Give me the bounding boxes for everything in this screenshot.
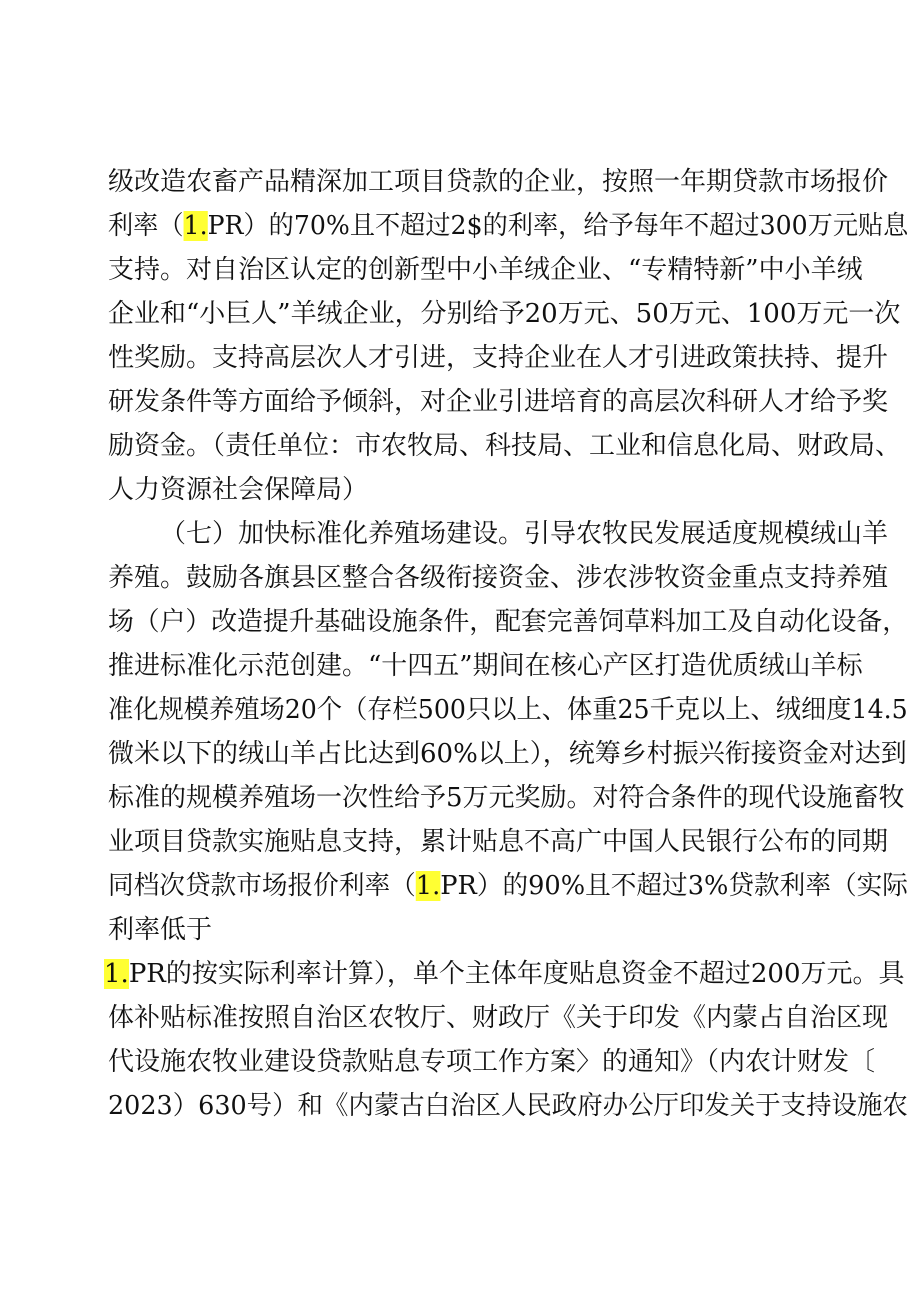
text-line: 推进标准化示范创建。“十四五”期间在核心产区打造优质绒山羊标 xyxy=(108,651,863,681)
text-line: 准化规模养殖场20个（存栏500只以上、体重25千克以上、绒细度14.5 xyxy=(108,695,908,725)
text-line: 级改造农畜产品精深加工项目贷款的企业，按照一年期贷款市场报价 xyxy=(108,167,889,197)
text-line xyxy=(104,955,905,993)
text-line: 励资金。（责任单位：市农牧局、科技局、工业和信息化局、财政局、 xyxy=(108,431,902,461)
text-line: 2023）630号）和《内蒙古白治区人民政府办公厅印发关于支持设施农 xyxy=(108,1091,908,1121)
text-segment: PR）的70%且不超过2$的利率，给予每年不超过300万元贴息 xyxy=(207,211,909,241)
text-line: 代设施农牧业建设贷款贴息专项工作方案〉的通知》（内农计财发〔 xyxy=(108,1047,876,1077)
text-line: 利率低于 xyxy=(108,915,213,945)
text-line: 人力资源社会保障局） xyxy=(108,475,369,505)
highlighted-text: 1. xyxy=(183,211,208,241)
text-line: 养殖。鼓励各旗县区整合各级衔接资金、涉农涉牧资金重点支持养殖 xyxy=(108,563,889,593)
highlighted-text: 1. xyxy=(104,959,129,989)
text-line: 研发条件等方面给予倾斜，对企业引进培育的高层次科研人才给予奖 xyxy=(108,387,889,417)
text-segment: PR的按实际利率计算），单个主体年度贴息资金不超过200万元。具 xyxy=(128,959,905,989)
text-line: 支持。对自治区认定的创新型中小羊绒企业、“专精特新”中小羊绒 xyxy=(108,255,863,285)
text-segment: 同档次贷款市场报价利率（ xyxy=(108,871,416,901)
highlighted-text: 1. xyxy=(415,871,441,901)
text-line: 业项目贷款实施贴息支持，累计贴息不高广中国人民银行公布的同期 xyxy=(108,827,889,857)
text-line: 微米以下的绒山羊占比达到60%以上），统筹乡村振兴衔接资金对达到 xyxy=(108,739,907,769)
text-segment: PR）的90%且不超过3%贷款利率（实际 xyxy=(440,871,908,901)
text-line xyxy=(108,207,908,245)
text-line: 体补贴标准按照自治区农牧厅、财政厅《关于印发《内蒙占自治区现 xyxy=(108,1003,889,1033)
text-line xyxy=(108,867,908,905)
text-segment: 利率（ xyxy=(108,211,184,241)
text-line: 场（户）改造提升基础设施条件，配套完善饲草料加工及自动化设备， xyxy=(108,607,909,637)
text-line: 性奖励。支持高层次人才引进，支持企业在人才引进政策扶持、提升 xyxy=(108,343,889,373)
text-line: （七）加快标准化养殖场建设。引导农牧民发展适度规模绒山羊 xyxy=(160,519,889,549)
text-line: 企业和“小巨人”羊绒企业，分别给予20万元、50万元、100万元一次 xyxy=(108,299,901,329)
text-line: 标准的规模养殖场一次性给予5万元奖励。对符合条件的现代设施畜牧 xyxy=(108,783,905,813)
